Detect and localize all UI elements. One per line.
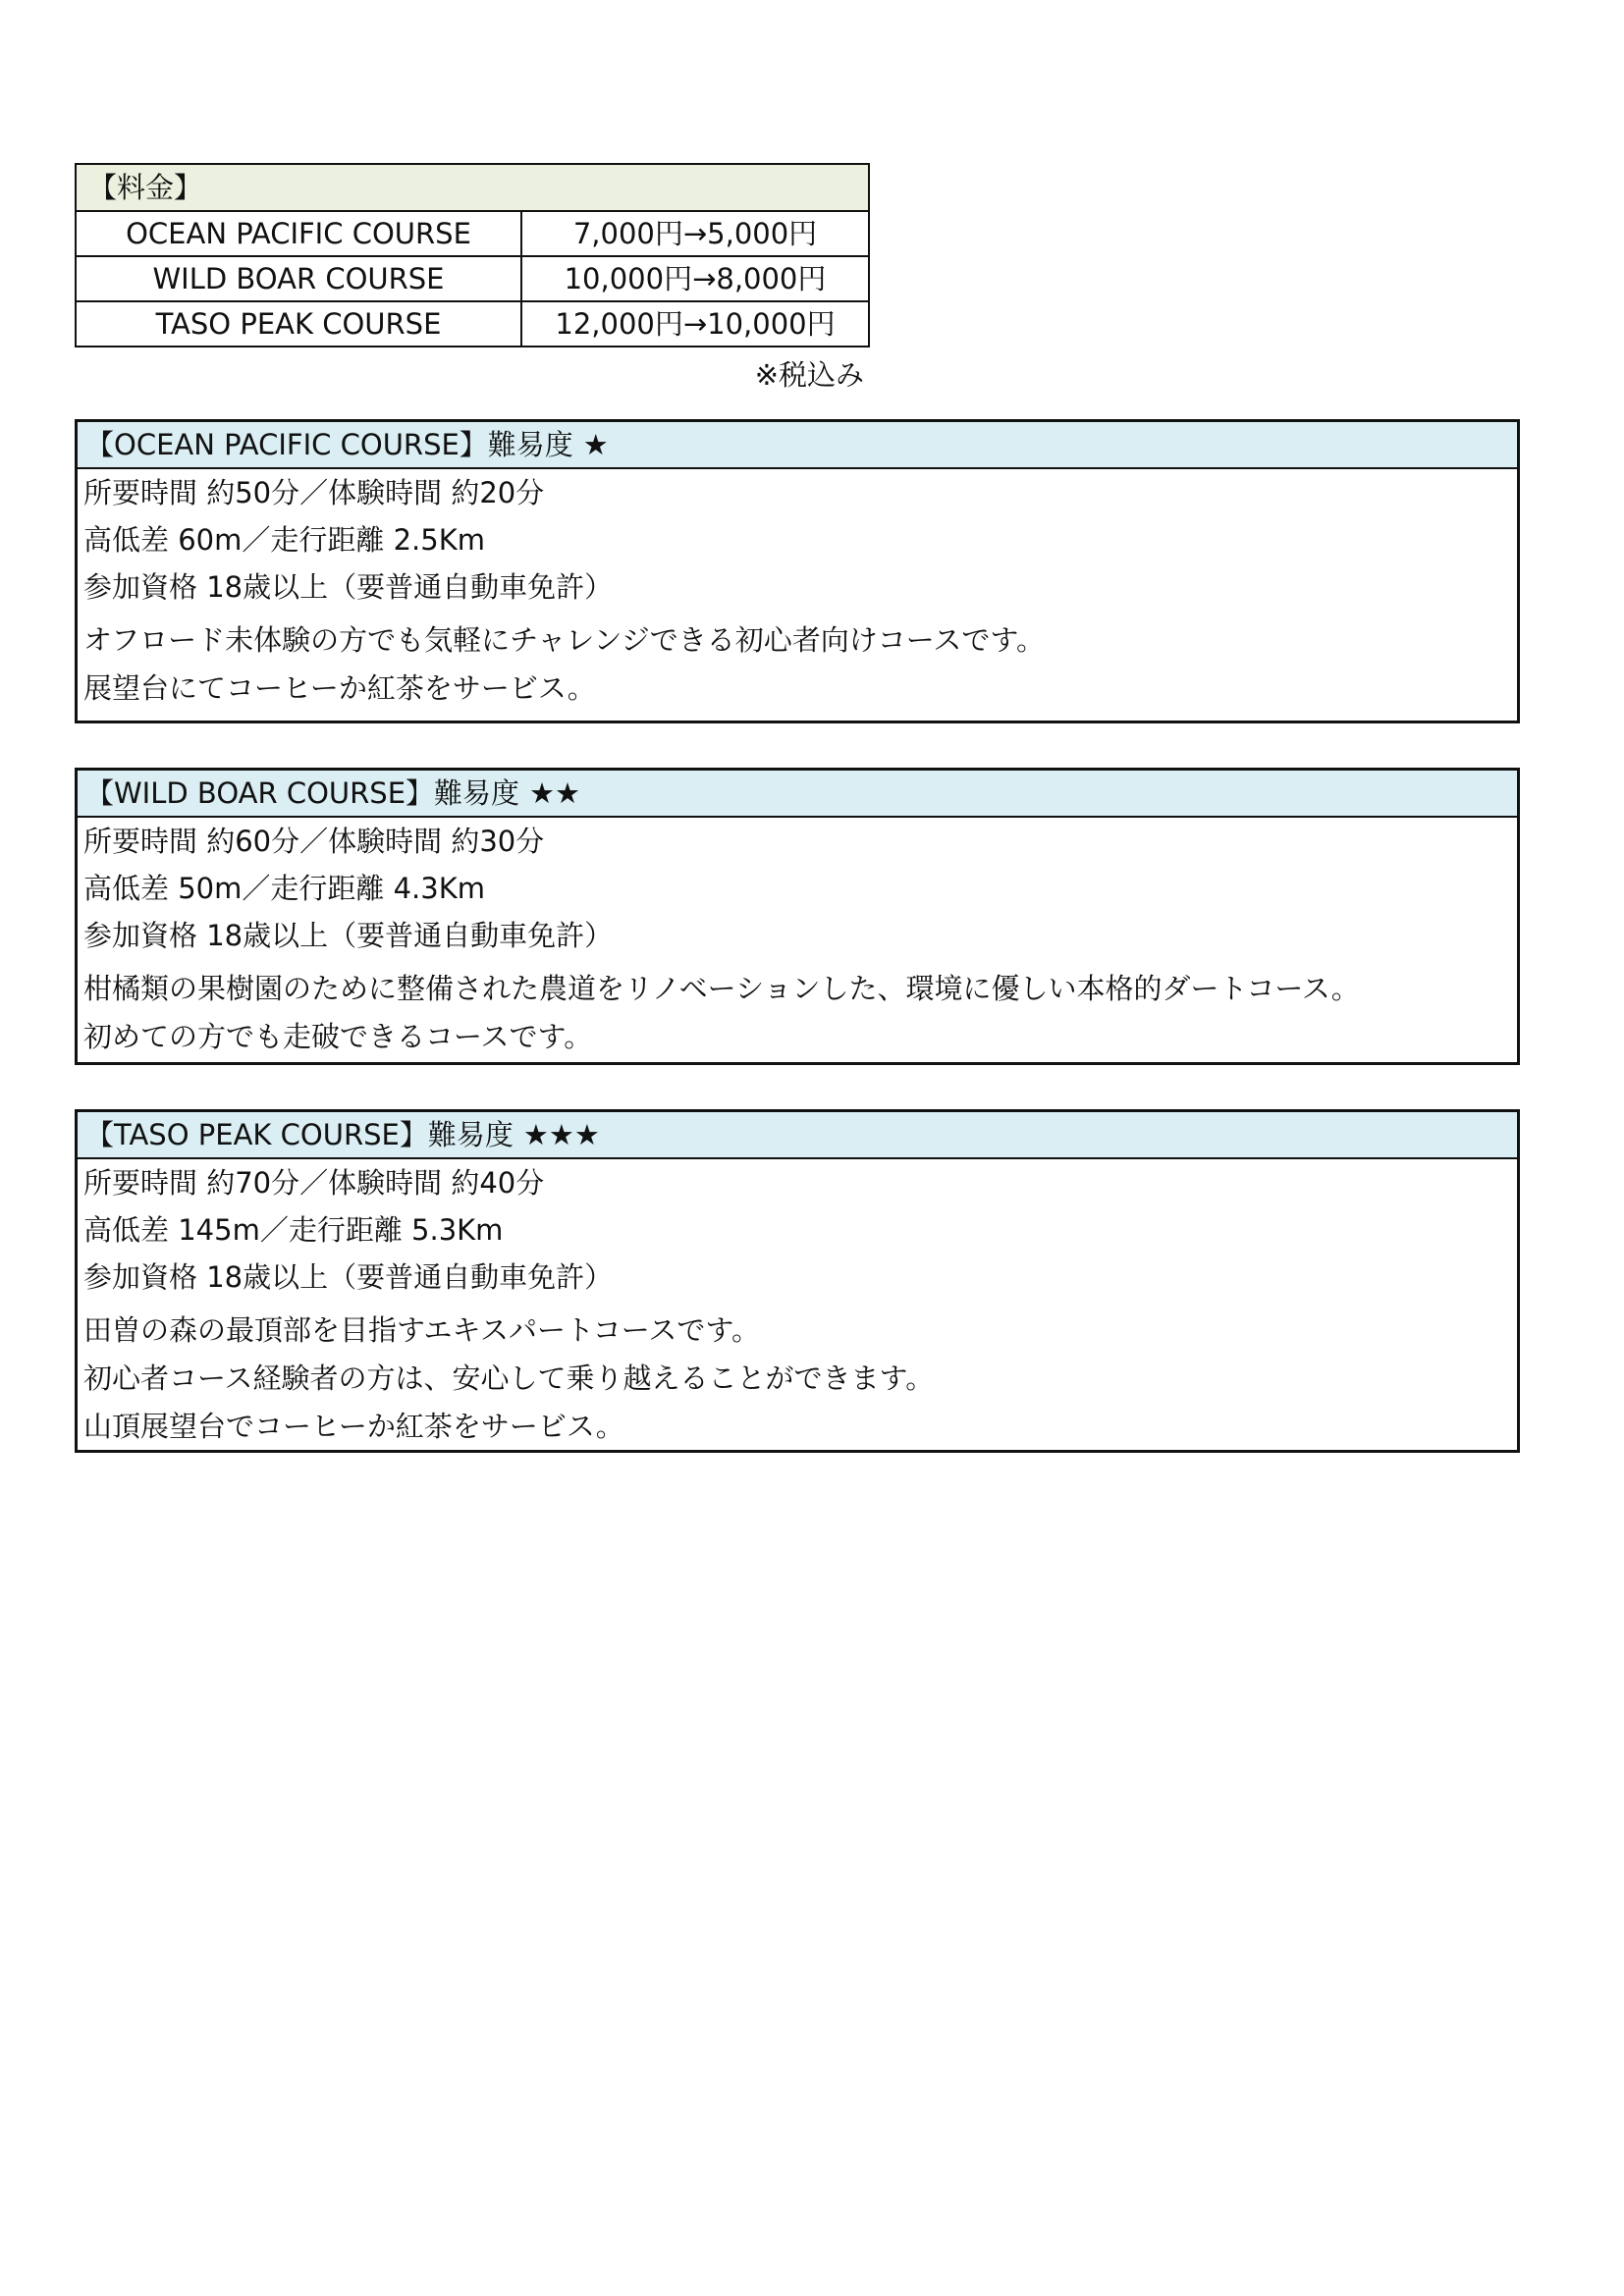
course-description bbox=[83, 965, 1517, 1061]
spec-eligibility: 参加資格 18歳以上（要普通自動車免許） bbox=[83, 1260, 614, 1294]
spec-eligibility: 参加資格 18歳以上（要普通自動車免許） bbox=[83, 570, 614, 604]
price-value: 7,000円→5,000円 bbox=[521, 211, 869, 256]
course-description bbox=[83, 1307, 1517, 1451]
course-header bbox=[78, 422, 1517, 469]
course-title: 【OCEAN PACIFIC COURSE】難易度 bbox=[85, 428, 573, 461]
spec-elevation-distance: 高低差 60m／走行距離 2.5Km bbox=[83, 523, 485, 557]
difficulty-stars: ★ bbox=[582, 428, 609, 461]
price-value: 10,000円→8,000円 bbox=[521, 256, 869, 301]
price-table-header-row bbox=[76, 164, 869, 211]
tax-included-note: ※税込み bbox=[754, 358, 864, 392]
course-header bbox=[78, 771, 1517, 818]
course-body bbox=[78, 469, 1517, 713]
course-body bbox=[78, 818, 1517, 1061]
course-header bbox=[78, 1112, 1517, 1159]
spec-elevation-distance: 高低差 50m／走行距離 4.3Km bbox=[83, 872, 485, 905]
description-line: オフロード未体験の方でも気軽にチャレンジできる初心者向けコースです。 bbox=[83, 623, 1046, 657]
price-course-name: WILD BOAR COURSE bbox=[76, 256, 521, 301]
description-line: 初めての方でも走破できるコースです。 bbox=[83, 1020, 593, 1053]
price-course-name: OCEAN PACIFIC COURSE bbox=[76, 211, 521, 256]
description-line: 展望台にてコーヒーか紅茶をサービス。 bbox=[83, 671, 596, 705]
description-line: 田曽の森の最頂部を目指すエキスパートコースです。 bbox=[83, 1313, 761, 1347]
course-box-wild-boar bbox=[75, 768, 1520, 1065]
course-box-ocean-pacific bbox=[75, 419, 1520, 723]
spec-eligibility: 参加資格 18歳以上（要普通自動車免許） bbox=[83, 919, 614, 952]
course-body bbox=[78, 1159, 1517, 1451]
price-value: 12,000円→10,000円 bbox=[521, 301, 869, 347]
spec-elevation-distance: 高低差 145m／走行距離 5.3Km bbox=[83, 1213, 504, 1247]
description-line: 柑橘類の果樹園のために整備された農道をリノベーションした、環境に優しい本格的ダートコース。 bbox=[83, 972, 1360, 1005]
course-box-taso-peak bbox=[75, 1109, 1520, 1453]
price-row bbox=[76, 211, 869, 256]
price-row bbox=[76, 256, 869, 301]
price-table-title: 【料金】 bbox=[76, 164, 869, 211]
price-course-name: TASO PEAK COURSE bbox=[76, 301, 521, 347]
spec-duration: 所要時間 約70分／体験時間 約40分 bbox=[83, 1166, 545, 1200]
price-table bbox=[75, 163, 870, 347]
spec-duration: 所要時間 約50分／体験時間 約20分 bbox=[83, 476, 545, 509]
course-title: 【WILD BOAR COURSE】難易度 bbox=[85, 776, 520, 810]
description-line: 山頂展望台でコーヒーか紅茶をサービス。 bbox=[83, 1410, 624, 1443]
difficulty-stars: ★★ bbox=[529, 776, 581, 810]
course-description bbox=[83, 616, 1517, 713]
difficulty-stars: ★★★ bbox=[522, 1118, 600, 1151]
description-line: 初心者コース経験者の方は、安心して乗り越えることができます。 bbox=[83, 1362, 935, 1395]
course-title: 【TASO PEAK COURSE】難易度 bbox=[85, 1118, 514, 1151]
price-row bbox=[76, 301, 869, 347]
spec-duration: 所要時間 約60分／体験時間 約30分 bbox=[83, 825, 545, 858]
